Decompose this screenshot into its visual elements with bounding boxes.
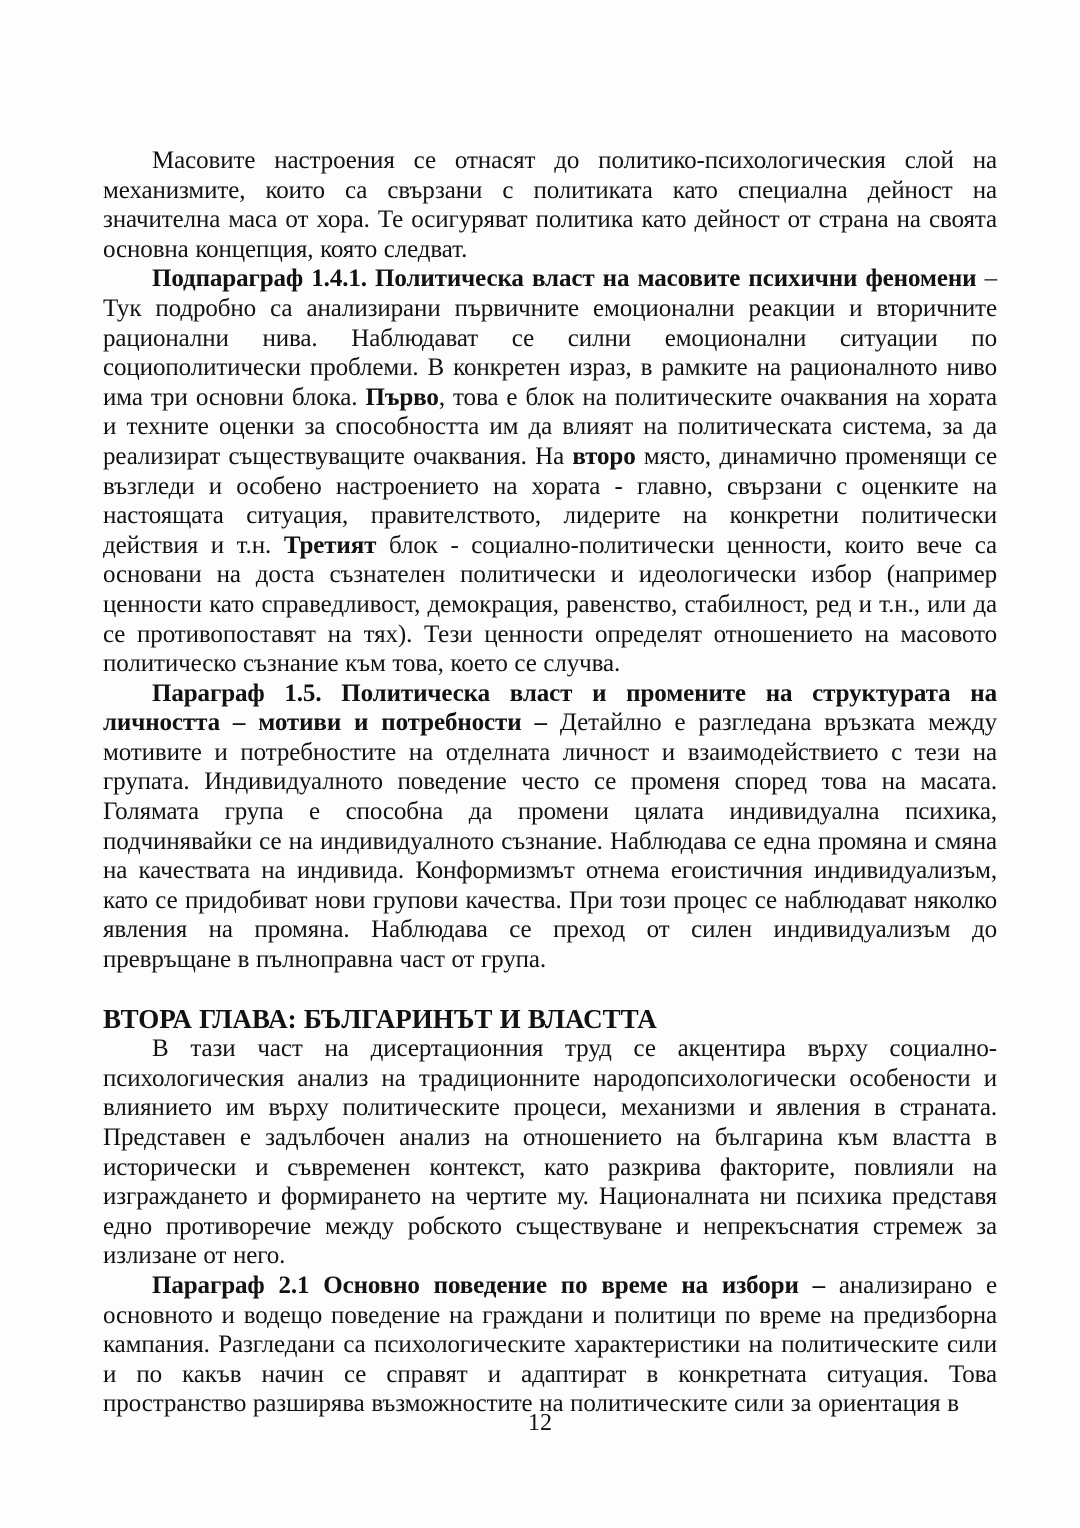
paragraph	[103, 146, 997, 264]
bold-text-run: Третият	[283, 531, 377, 559]
text-run: място, динамично променящи се възгледи и особено настроението на хората - главно, свързани с оценките на настоящата ситуация, правителството, лидерите на конкретни политически действия и т.н.	[103, 442, 997, 559]
text-run: , това е блок на политическите очаквания на хората и техните оценки за способността им да влияят на политическата система, за да реализират съществуващите очаквания. На	[103, 383, 997, 470]
page-number: 12	[528, 1410, 552, 1436]
paragraph	[103, 264, 997, 678]
text-run: Детайлно е разгледана връзката между мотивите и потребностите на отделната личност и взаимодействието с тези на групата. Индивидуалното поведение често се променя според това на масата. Голямата група е способна да промени цялата индивидуална психика, подчинявайки се на индивидуалното съзнание. Наблюдава се една промяна и смяна на качествата на индивида. Конформизмът отнема егоистичния индивидуализъм, като се придобиват нови групови качества. При този процес се наблюдават няколко явления на промяна. Наблюдава се преход от силен индивидуализъм до превръщане в пълноправна част от група.	[103, 709, 998, 974]
bold-text-run: Подпараграф 1.4.1. Политическа власт на масовите психични феномени	[152, 265, 977, 293]
bold-text-run: второ	[572, 442, 636, 470]
text-run: – Тук подробно са анализирани първичните емоционални реакции и вторичните рационални нива. Наблюдават се силни емоционални ситуации по социополитически проблеми. В конкретен израз, в рамките на рационалното ниво има три основни блока.	[103, 265, 997, 411]
bold-text-run: Параграф 2.1 Основно поведение по време на избори –	[152, 1271, 839, 1299]
text-run: анализирано е основното и водещо поведение на граждани и политици по време на предизборна кампания. Разгледани са психологическите характеристики на политическите сили и по какъв начин се справят и адаптират в конкретната ситуация. Това пространство разширява възможностите на политическите сили за ориентация в	[103, 1271, 998, 1418]
bold-text-run: ВТОРА ГЛАВА: БЪЛГАРИНЪТ И ВЛАСТТА	[103, 1003, 657, 1034]
chapter-heading	[103, 1005, 997, 1035]
document-body	[103, 146, 997, 1419]
paragraph	[103, 1271, 997, 1419]
paragraph	[103, 679, 997, 975]
paragraph	[103, 1034, 997, 1271]
text-run: В тази част на дисертационния труд се акцентира върху социално-психологическия анализ на традиционните народопсихологически особености и влиянието им върху политическите процеси, механизми и явления в страната. Представен е задълбочен анализ на отношението на българина към властта в исторически и съвременен контекст, като разкрива факторите, повлияли на изграждането и формирането на чертите му. Националната ни психика представя едно противоречие между робското съществуване и непрекъснатия стремеж за излизане от него.	[103, 1035, 997, 1270]
text-run: Масовите настроения се отнасят до политико-психологическия слой на механизмите, които са свързани с политиката като специална дейност на значителна маса от хора. Те осигуряват политика като дейност от страна на своята основна концепция, която следват.	[103, 147, 997, 263]
bold-text-run: Параграф 1.5. Политическа власт и промените на структурата на личността – мотиви и потребности –	[103, 679, 997, 737]
bold-text-run: Първо	[365, 383, 439, 411]
text-run: блок - социално-политически ценности, които вече са основани на доста съзнателен политически и идеологически избор (например ценности като справедливост, демокрация, равенство, стабилност, ред и т.н., или да се противопоставят на тях). Тези ценности определят отношението на масовото политическо съзнание към това, което се случва.	[103, 531, 997, 678]
